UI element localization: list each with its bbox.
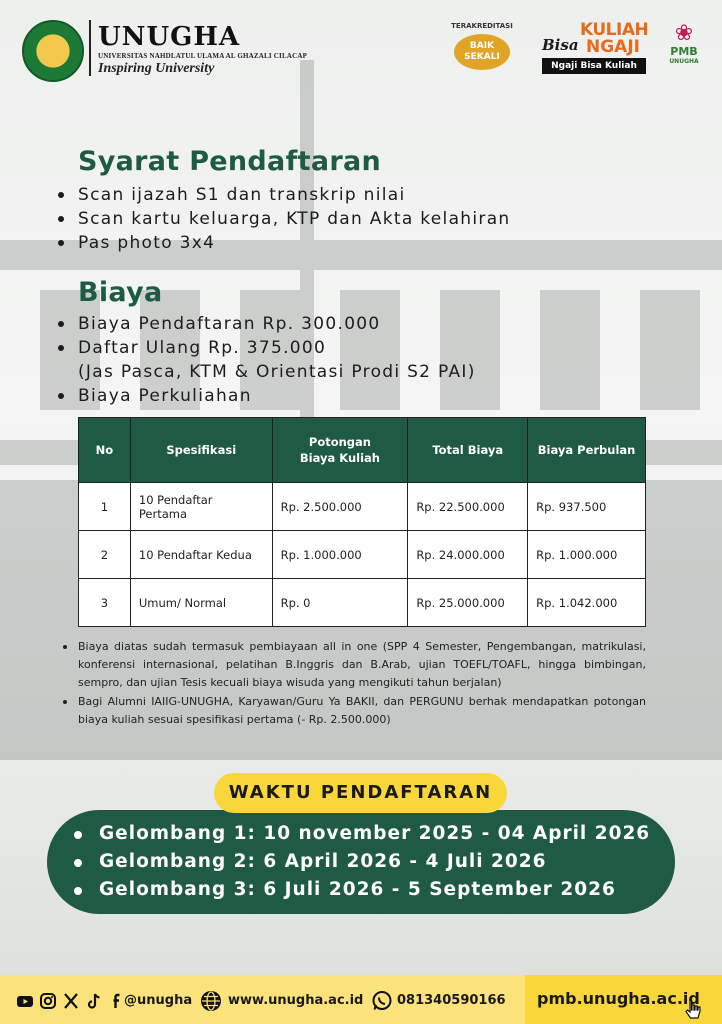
table-cell: Rp. 1.042.000 [528,579,646,627]
table-cell: Rp. 2.500.000 [272,483,408,531]
col-header-line: Potongan [308,435,371,449]
brand-tagline: Inspiring University [98,61,215,76]
table-row [79,483,646,531]
col-header [272,418,408,483]
table-cell: 3 [79,579,131,627]
header [0,0,722,90]
col-header: Spesifikasi [130,418,272,483]
biaya-title: Biaya [78,277,163,308]
social-handle[interactable]: @unugha [124,993,193,1008]
list-item: Scan ijazah S1 dan transkrip nilai [56,183,510,207]
kn-kuliah-text: KULIAH [580,20,649,40]
table-cell: Rp. 24.000.000 [408,531,528,579]
list-item: Daftar Ulang Rp. 375.000 [56,336,476,360]
gelombang-item: Gelombang 2: 6 April 2026 - 4 Juli 2026 [70,848,650,876]
unugha-seal-logo [22,20,84,82]
table-cell: 1 [79,483,131,531]
instagram-icon[interactable] [39,992,57,1010]
note-item: Biaya diatas sudah termasuk pembiayaan all in one (SPP 4 Semester, Pengembangan, matrikulasi, konferensi internasional, pelatihan B.Inggris dan B.Arab, ujian TOEFL/TOAFL, hingga bimbingan, sempro, dan ujian Tesis kecuali biaya wisuda yang mengikuti tahun berjalan) [60,638,646,692]
table-row [79,531,646,579]
col-header: No [79,418,131,483]
table-cell: 10 Pendaftar Pertama [130,483,272,531]
col-header: Total Biaya [408,418,528,483]
table-cell: 10 Pendaftar Kedua [130,531,272,579]
globe-icon [200,990,222,1012]
pmb-logo-text: PMB [670,45,698,58]
logo-divider [89,20,91,76]
brand-name: UNUGHA [98,22,241,52]
list-item-continuation: (Jas Pasca, KTM & Orientasi Prodi S2 PAI) [78,362,476,382]
table-cell: Rp. 937.500 [528,483,646,531]
lotus-icon: ❀ [674,21,694,46]
table-header-row [79,418,646,483]
tiktok-icon[interactable] [85,992,103,1010]
table-row [79,579,646,627]
youtube-icon[interactable] [16,992,34,1010]
syarat-title: Syarat Pendaftaran [78,146,382,177]
table-cell: 2 [79,531,131,579]
waktu-title: WAKTU PENDAFTARAN [214,773,507,813]
kn-ngaji-text: NGAJI [586,37,640,57]
table-cell: Rp. 25.000.000 [408,579,528,627]
list-item: Biaya Pendaftaran Rp. 300.000 [56,312,476,336]
pointer-cursor-icon [683,998,703,1022]
gelombang-item: Gelombang 1: 10 november 2025 - 04 April 2026 [70,820,650,848]
table-cell: Rp. 0 [272,579,408,627]
whatsapp-icon [371,990,393,1012]
syarat-list [56,183,510,255]
fee-table [78,417,646,627]
kn-strip-text: Ngaji Bisa Kuliah [542,58,646,74]
x-twitter-icon[interactable] [62,992,80,1010]
accreditation-grade: BAIK SEKALI [454,34,510,70]
accreditation-label: TERAKREDITASI [451,22,513,30]
list-item: Pas photo 3x4 [56,231,510,255]
pmb-logo-sub: UNUGHA [669,58,699,65]
col-header: Biaya Perbulan [528,418,646,483]
gelombang-list [70,820,650,904]
brand-subtitle: UNIVERSITAS NAHDLATUL ULAMA AL GHAZALI CILACAP [98,52,308,60]
table-cell: Rp. 1.000.000 [528,531,646,579]
note-item: Bagi Alumni IAIIG-UNUGHA, Karyawan/Guru Ya BAKII, dan PERGUNU berhak mendapatkan potongan biaya kuliah sesuai spesifikasi pertama (- Rp. 2.500.000) [60,693,646,729]
list-item: Scan kartu keluarga, KTP dan Akta kelahiran [56,207,510,231]
social-icons [16,991,126,1011]
pmb-url-link[interactable]: pmb.unugha.ac.id [537,989,700,1008]
table-cell: Rp. 1.000.000 [272,531,408,579]
pmb-logo [664,22,704,78]
kn-bisa-text: Bisa [542,36,579,54]
table-cell: Rp. 22.500.000 [408,483,528,531]
phone-number[interactable]: 081340590166 [397,993,506,1008]
biaya-list [56,312,476,408]
col-header-line: Biaya Kuliah [299,451,380,465]
fee-notes [60,638,646,730]
accreditation-badge [442,20,522,76]
kuliah-ngaji-logo [542,18,650,76]
table-cell: Umum/ Normal [130,579,272,627]
website-link[interactable]: www.unugha.ac.id [228,993,364,1008]
gelombang-item: Gelombang 3: 6 Juli 2026 - 5 September 2026 [70,876,650,904]
list-item: Biaya Perkuliahan [56,384,476,408]
